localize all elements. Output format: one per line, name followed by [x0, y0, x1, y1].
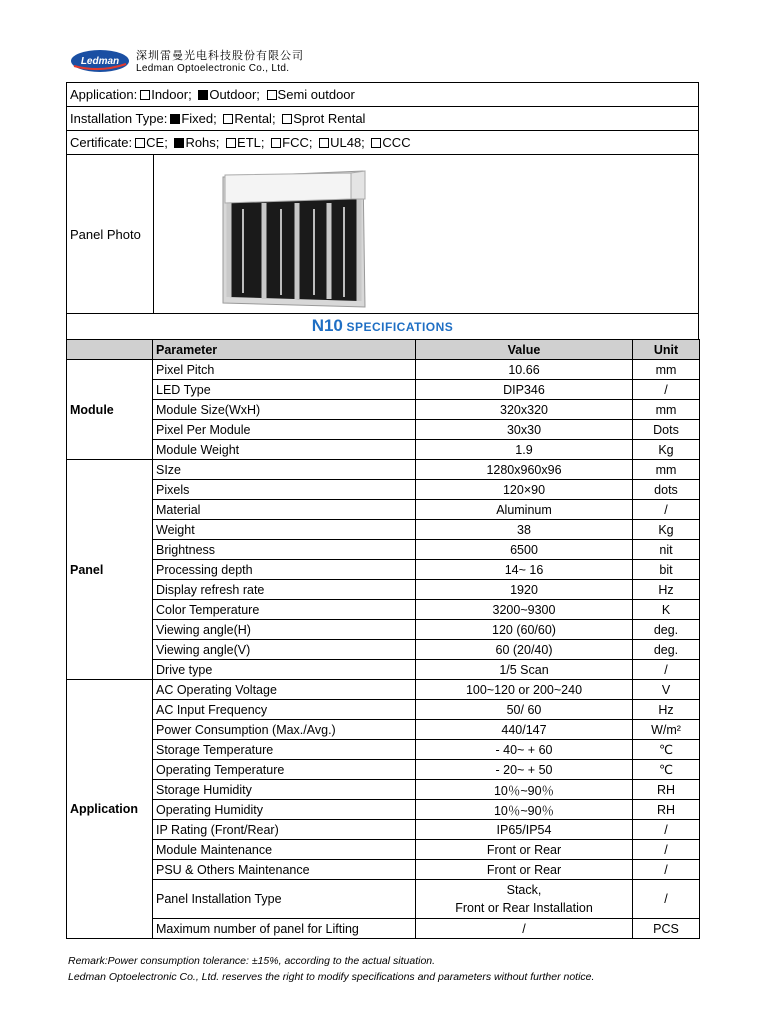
- value-cell: 440/147: [416, 720, 633, 740]
- parameter-cell: Module Size(WxH): [153, 400, 416, 420]
- checkbox-rohs[interactable]: [174, 138, 184, 148]
- unit-cell: deg.: [633, 640, 700, 660]
- value-cell: 10％~90％: [416, 800, 633, 820]
- unit-cell: ℃: [633, 740, 700, 760]
- parameter-cell: PSU & Others Maintenance: [153, 860, 416, 880]
- parameter-cell: IP Rating (Front/Rear): [153, 820, 416, 840]
- table-row: [67, 919, 700, 939]
- value-cell: 10％~90％: [416, 780, 633, 800]
- installation-label: Installation Type:: [70, 111, 168, 126]
- option-fixed: Fixed;: [181, 111, 217, 126]
- specifications-table: [66, 339, 700, 939]
- table-row: [67, 440, 700, 460]
- unit-cell: Hz: [633, 700, 700, 720]
- unit-cell: /: [633, 380, 700, 400]
- table-row: [67, 880, 700, 919]
- value-cell: 120×90: [416, 480, 633, 500]
- remarks: [68, 953, 594, 985]
- checkbox-ce[interactable]: [135, 138, 145, 148]
- model-name: N10: [311, 316, 343, 335]
- value-cell: Front or Rear: [416, 860, 633, 880]
- ledman-logo: [70, 49, 130, 73]
- table-row: [67, 360, 700, 380]
- parameter-cell: Brightness: [153, 540, 416, 560]
- option-ccc: CCC: [382, 135, 411, 150]
- group-label: Panel: [67, 460, 153, 680]
- parameter-cell: SIze: [153, 460, 416, 480]
- parameter-cell: Processing depth: [153, 560, 416, 580]
- parameter-cell: Module Weight: [153, 440, 416, 460]
- option-ce: CE;: [146, 135, 168, 150]
- table-row: [67, 640, 700, 660]
- panel-photo-label: Panel Photo: [70, 227, 141, 242]
- value-cell: Stack, Front or Rear Installation: [416, 880, 633, 919]
- value-cell: 1280x960x96: [416, 460, 633, 480]
- value-cell: - 20~ + 50: [416, 760, 633, 780]
- unit-cell: Kg: [633, 520, 700, 540]
- option-etl: ETL;: [237, 135, 265, 150]
- value-cell: Front or Rear: [416, 840, 633, 860]
- value-cell: 14~ 16: [416, 560, 633, 580]
- unit-cell: mm: [633, 360, 700, 380]
- table-row: [67, 420, 700, 440]
- group-label: Module: [67, 360, 153, 460]
- value-cell: 1920: [416, 580, 633, 600]
- remark-tolerance: Remark:Power consumption tolerance: ±15%, according to the actual situation.: [68, 955, 436, 967]
- option-ul48: UL48;: [330, 135, 365, 150]
- spec-title: [67, 316, 698, 336]
- parameter-cell: Operating Temperature: [153, 760, 416, 780]
- value-cell: 50/ 60: [416, 700, 633, 720]
- unit-cell: dots: [633, 480, 700, 500]
- group-label: Application: [67, 680, 153, 939]
- parameter-cell: Storage Humidity: [153, 780, 416, 800]
- table-row: [67, 680, 700, 700]
- table-row: [67, 380, 700, 400]
- application-label: Application:: [70, 87, 138, 102]
- parameter-cell: Weight: [153, 520, 416, 540]
- parameter-cell: Viewing angle(V): [153, 640, 416, 660]
- parameter-cell: Material: [153, 500, 416, 520]
- unit-cell: ℃: [633, 760, 700, 780]
- unit-cell: RH: [633, 780, 700, 800]
- unit-cell: Hz: [633, 580, 700, 600]
- checkbox-rental[interactable]: [223, 114, 233, 124]
- specifications-body: [67, 360, 700, 939]
- unit-cell: /: [633, 840, 700, 860]
- table-row: [67, 800, 700, 820]
- table-header-row: [67, 340, 700, 360]
- spec-heading: SPECIFICATIONS: [346, 320, 454, 334]
- header-parameter: Parameter: [153, 340, 416, 360]
- value-cell: Aluminum: [416, 500, 633, 520]
- parameter-cell: LED Type: [153, 380, 416, 400]
- panel-photo-image: [219, 169, 369, 309]
- unit-cell: /: [633, 820, 700, 840]
- checkbox-etl[interactable]: [226, 138, 236, 148]
- table-row: [67, 820, 700, 840]
- value-cell: 38: [416, 520, 633, 540]
- option-rental: Rental;: [234, 111, 276, 126]
- table-row: [67, 520, 700, 540]
- unit-cell: bit: [633, 560, 700, 580]
- remark-rights: Ledman Optoelectronic Co., Ltd. reserves the right to modify specifications and parameters without further notice.: [68, 971, 595, 983]
- logo-text: Ledman: [80, 56, 120, 67]
- checkbox-indoor[interactable]: [140, 90, 150, 100]
- unit-cell: Kg: [633, 440, 700, 460]
- header-value: Value: [416, 340, 633, 360]
- header-unit: Unit: [633, 340, 700, 360]
- parameter-cell: Display refresh rate: [153, 580, 416, 600]
- value-cell: 60 (20/40): [416, 640, 633, 660]
- table-row: [67, 560, 700, 580]
- certificate-row: [66, 130, 699, 154]
- option-indoor: Indoor;: [151, 87, 192, 102]
- value-cell: 30x30: [416, 420, 633, 440]
- table-row: [67, 460, 700, 480]
- value-cell: - 40~ + 60: [416, 740, 633, 760]
- table-row: [67, 600, 700, 620]
- table-row: [67, 840, 700, 860]
- parameter-cell: Maximum number of panel for Lifting: [153, 919, 416, 939]
- installation-row: [66, 106, 699, 130]
- table-row: [67, 700, 700, 720]
- parameter-cell: Viewing angle(H): [153, 620, 416, 640]
- unit-cell: V: [633, 680, 700, 700]
- parameter-cell: AC Input Frequency: [153, 700, 416, 720]
- photo-divider: [153, 155, 154, 313]
- option-rohs: Rohs;: [185, 135, 220, 150]
- table-row: [67, 760, 700, 780]
- company-name: [136, 50, 304, 75]
- unit-cell: mm: [633, 460, 700, 480]
- value-cell: 320x320: [416, 400, 633, 420]
- spec-title-row: [66, 313, 699, 339]
- parameter-cell: Module Maintenance: [153, 840, 416, 860]
- table-row: [67, 780, 700, 800]
- checkbox-fixed[interactable]: [170, 114, 180, 124]
- checkbox-fcc[interactable]: [271, 138, 281, 148]
- table-row: [67, 480, 700, 500]
- parameter-cell: Storage Temperature: [153, 740, 416, 760]
- table-row: [67, 720, 700, 740]
- unit-cell: /: [633, 880, 700, 919]
- checkbox-ccc[interactable]: [371, 138, 381, 148]
- value-cell: 6500: [416, 540, 633, 560]
- table-row: [67, 500, 700, 520]
- checkbox-semi-outdoor[interactable]: [267, 90, 277, 100]
- unit-cell: PCS: [633, 919, 700, 939]
- parameter-cell: Power Consumption (Max./Avg.): [153, 720, 416, 740]
- unit-cell: /: [633, 860, 700, 880]
- table-row: [67, 620, 700, 640]
- value-cell: 10.66: [416, 360, 633, 380]
- table-row: [67, 660, 700, 680]
- option-fcc: FCC;: [282, 135, 313, 150]
- value-cell: 120 (60/60): [416, 620, 633, 640]
- parameter-cell: Pixel Pitch: [153, 360, 416, 380]
- parameter-cell: Pixel Per Module: [153, 420, 416, 440]
- unit-cell: /: [633, 500, 700, 520]
- table-row: [67, 400, 700, 420]
- value-cell: IP65/IP54: [416, 820, 633, 840]
- panel-photo-row: [66, 154, 699, 313]
- parameter-cell: Pixels: [153, 480, 416, 500]
- company-name-cn: 深圳雷曼光电科技股份有限公司: [136, 49, 304, 62]
- application-row: [66, 82, 699, 106]
- parameter-cell: Operating Humidity: [153, 800, 416, 820]
- unit-cell: mm: [633, 400, 700, 420]
- option-semi-outdoor: Semi outdoor: [277, 87, 355, 102]
- unit-cell: RH: [633, 800, 700, 820]
- company-name-en: Ledman Optoelectronic Co., Ltd.: [136, 63, 290, 74]
- value-cell: DIP346: [416, 380, 633, 400]
- table-row: [67, 860, 700, 880]
- checkbox-outdoor[interactable]: [198, 90, 208, 100]
- table-row: [67, 580, 700, 600]
- unit-cell: K: [633, 600, 700, 620]
- parameter-cell: Drive type: [153, 660, 416, 680]
- parameter-cell: AC Operating Voltage: [153, 680, 416, 700]
- option-outdoor: Outdoor;: [209, 87, 260, 102]
- option-sprot-rental: Sprot Rental: [293, 111, 366, 126]
- unit-cell: deg.: [633, 620, 700, 640]
- unit-cell: nit: [633, 540, 700, 560]
- value-cell: 1.9: [416, 440, 633, 460]
- value-cell: 3200~9300: [416, 600, 633, 620]
- checkbox-ul48[interactable]: [319, 138, 329, 148]
- value-cell: 100~120 or 200~240: [416, 680, 633, 700]
- header-group: [67, 340, 153, 360]
- unit-cell: W/m²: [633, 720, 700, 740]
- table-row: [67, 740, 700, 760]
- table-row: [67, 540, 700, 560]
- parameter-cell: Color Temperature: [153, 600, 416, 620]
- certificate-label: Certificate:: [70, 135, 133, 150]
- value-cell: /: [416, 919, 633, 939]
- parameter-cell: Panel Installation Type: [153, 880, 416, 919]
- unit-cell: Dots: [633, 420, 700, 440]
- checkbox-sprot-rental[interactable]: [282, 114, 292, 124]
- value-cell: 1/5 Scan: [416, 660, 633, 680]
- unit-cell: /: [633, 660, 700, 680]
